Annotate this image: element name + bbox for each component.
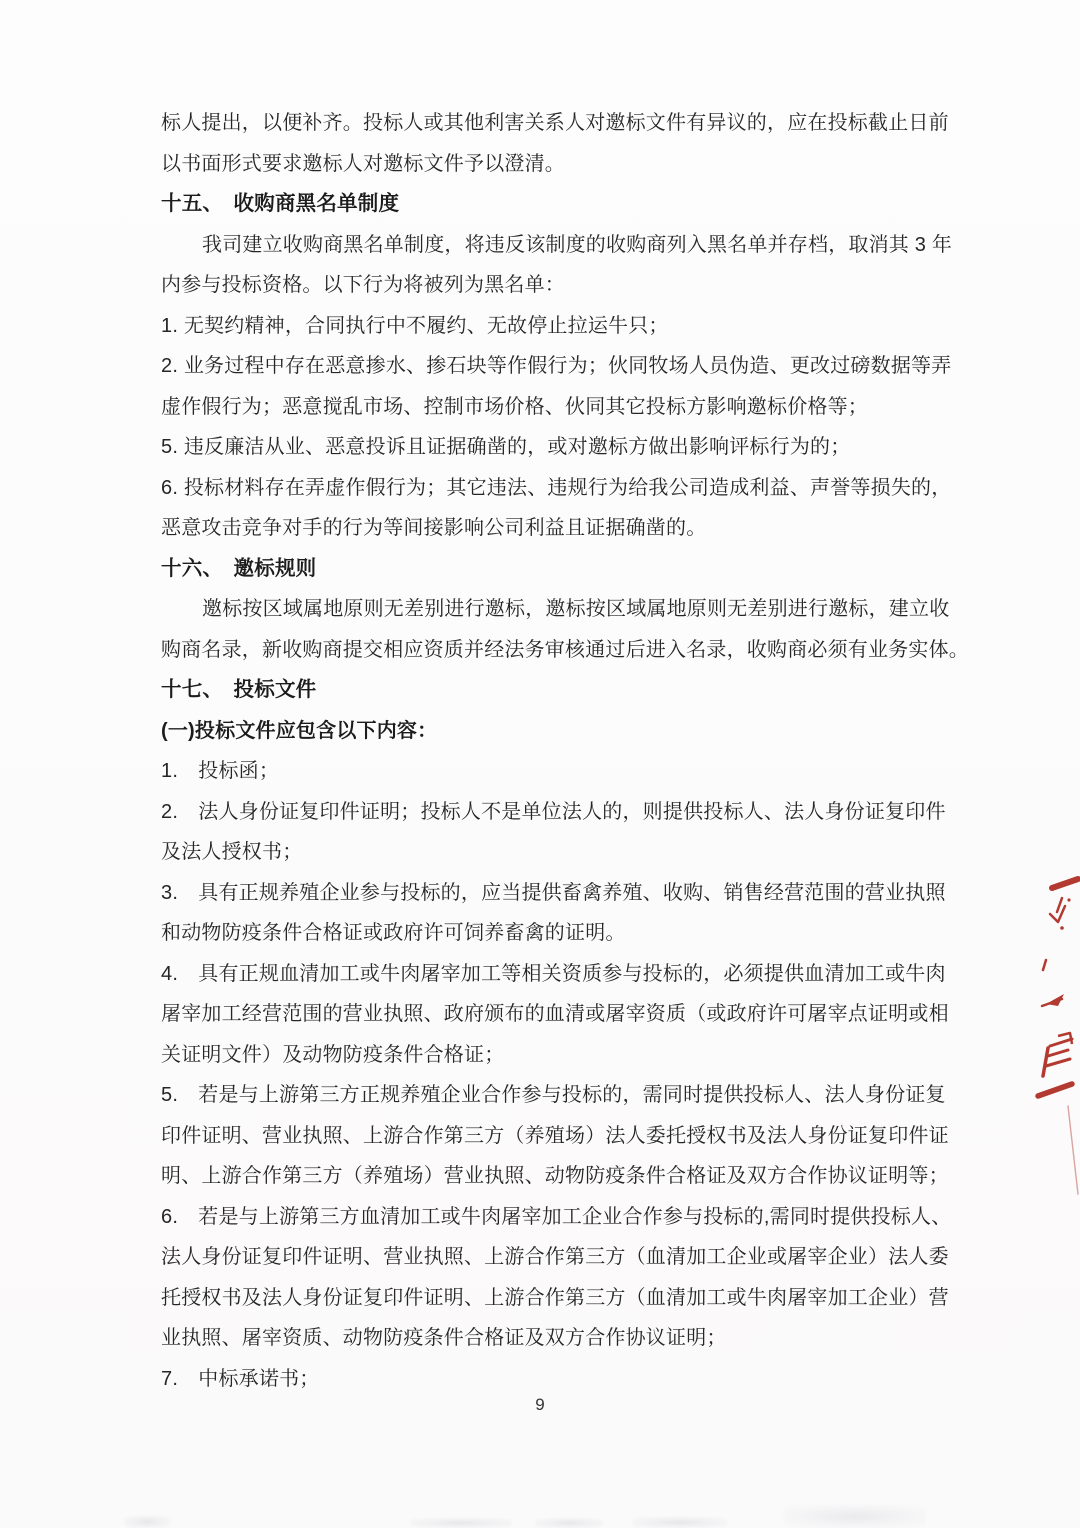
section-heading-17: 十七、 投标文件 bbox=[161, 678, 317, 701]
section-heading-15: 十五、 收购商黑名单制度 bbox=[161, 192, 400, 215]
list-item-continuation: 及法人授权书； bbox=[161, 841, 303, 863]
document-body bbox=[161, 103, 969, 1399]
paragraph-line: 标人提出，以便补齐。投标人或其他利害关系人对邀标文件有异议的，应在投标截止日前 bbox=[161, 112, 949, 134]
list-item: 6. 若是与上游第三方血清加工或牛肉屠宰加工企业合作参与投标的,需同时提供投标人、 bbox=[161, 1205, 952, 1228]
list-item-continuation: 恶意攻击竞争对手的行为等间接影响公司利益且证据确凿的。 bbox=[161, 517, 707, 539]
scan-smudge bbox=[124, 1516, 170, 1528]
scan-smudge bbox=[410, 1518, 512, 1528]
list-item-continuation: 和动物防疫条件合格证或政府许可饲养畜禽的证明。 bbox=[161, 922, 626, 944]
list-item: 7. 中标承诺书； bbox=[161, 1367, 320, 1390]
list-item: 5. 若是与上游第三方正规养殖企业合作参与投标的，需同时提供投标人、法人身份证复 bbox=[161, 1084, 946, 1106]
list-item-continuation: 屠宰加工经营范围的营业执照、政府颁布的血清或屠宰资质（或政府许可屠宰点证明或相 bbox=[161, 1003, 949, 1025]
section-heading-16: 十六、 邀标规则 bbox=[161, 556, 317, 580]
list-item: 3. 具有正规养殖企业参与投标的，应当提供畜禽养殖、收购、销售经营范围的营业执照 bbox=[161, 881, 946, 904]
list-item: 2. 业务过程中存在恶意掺水、掺石块等作假行为；伙同牧场人员伪造、更改过磅数据等弄 bbox=[161, 355, 952, 377]
scan-smudge bbox=[632, 1517, 727, 1528]
list-item-continuation: 业执照、屠宰资质、动物防疫条件合格证及双方合作协议证明； bbox=[161, 1327, 727, 1349]
list-item: 1. 无契约精神，合同执行中不履约、无故停止拉运牛只； bbox=[161, 314, 669, 337]
list-item: 1. 投标函； bbox=[161, 760, 280, 782]
list-item: 6. 投标材料存在弄虚作假行为；其它违法、违规行为给我公司造成利益、声誉等损失的， bbox=[161, 476, 952, 499]
paragraph-line: 以书面形式要求邀标人对邀标文件予以澄清。 bbox=[161, 152, 565, 175]
list-item-continuation: 关证明文件）及动物防疫条件合格证； bbox=[161, 1043, 505, 1066]
paragraph-line: 邀标按区域属地原则无差别进行邀标，邀标按区域属地原则无差别进行邀标，建立收 bbox=[202, 598, 950, 620]
list-item: 2. 法人身份证复印件证明；投标人不是单位法人的，则提供投标人、法人身份证复印件 bbox=[161, 800, 946, 823]
list-item-continuation: 虚作假行为；恶意搅乱市场、控制市场价格、伙同其它投标方影响邀标价格等； bbox=[161, 395, 868, 418]
page-number: 9 bbox=[535, 1395, 545, 1414]
paragraph-line: 内参与投标资格。以下行为将被列为黑名单： bbox=[161, 274, 565, 296]
list-item-continuation: 托授权书及法人身份证复印件证明、上游合作第三方（血清加工或牛肉屠宰加工企业）营 bbox=[161, 1286, 949, 1309]
paragraph-line: 我司建立收购商黑名单制度，将违反该制度的收购商列入黑名单并存档，取消其 3 年 bbox=[202, 233, 953, 256]
subsection-heading: (一)投标文件应包含以下内容： bbox=[161, 719, 438, 742]
list-item: 5. 违反廉洁从业、恶意投诉且证据确凿的，或对邀标方做出影响评标行为的； bbox=[161, 436, 851, 458]
list-item-continuation: 明、上游合作第三方（养殖场）营业执照、动物防疫条件合格证及双方合作协议证明等； bbox=[161, 1165, 949, 1187]
scan-smudge bbox=[535, 1518, 603, 1528]
list-item-continuation: 法人身份证复印件证明、营业执照、上游合作第三方（血清加工企业或屠宰企业）法人委 bbox=[161, 1246, 949, 1268]
handwritten-red-ink-marks bbox=[1018, 858, 1080, 1203]
list-item-continuation: 印件证明、营业执照、上游合作第三方（养殖场）法人委托授权书及法人身份证复印件证 bbox=[161, 1124, 949, 1147]
list-item: 4. 具有正规血清加工或牛肉屠宰加工等相关资质参与投标的，必须提供血清加工或牛肉 bbox=[161, 962, 946, 985]
paragraph-line: 购商名录，新收购商提交相应资质并经法务审核通过后进入名录，收购商必须有业务实体。 bbox=[161, 638, 969, 661]
scan-smudge bbox=[784, 1505, 926, 1528]
